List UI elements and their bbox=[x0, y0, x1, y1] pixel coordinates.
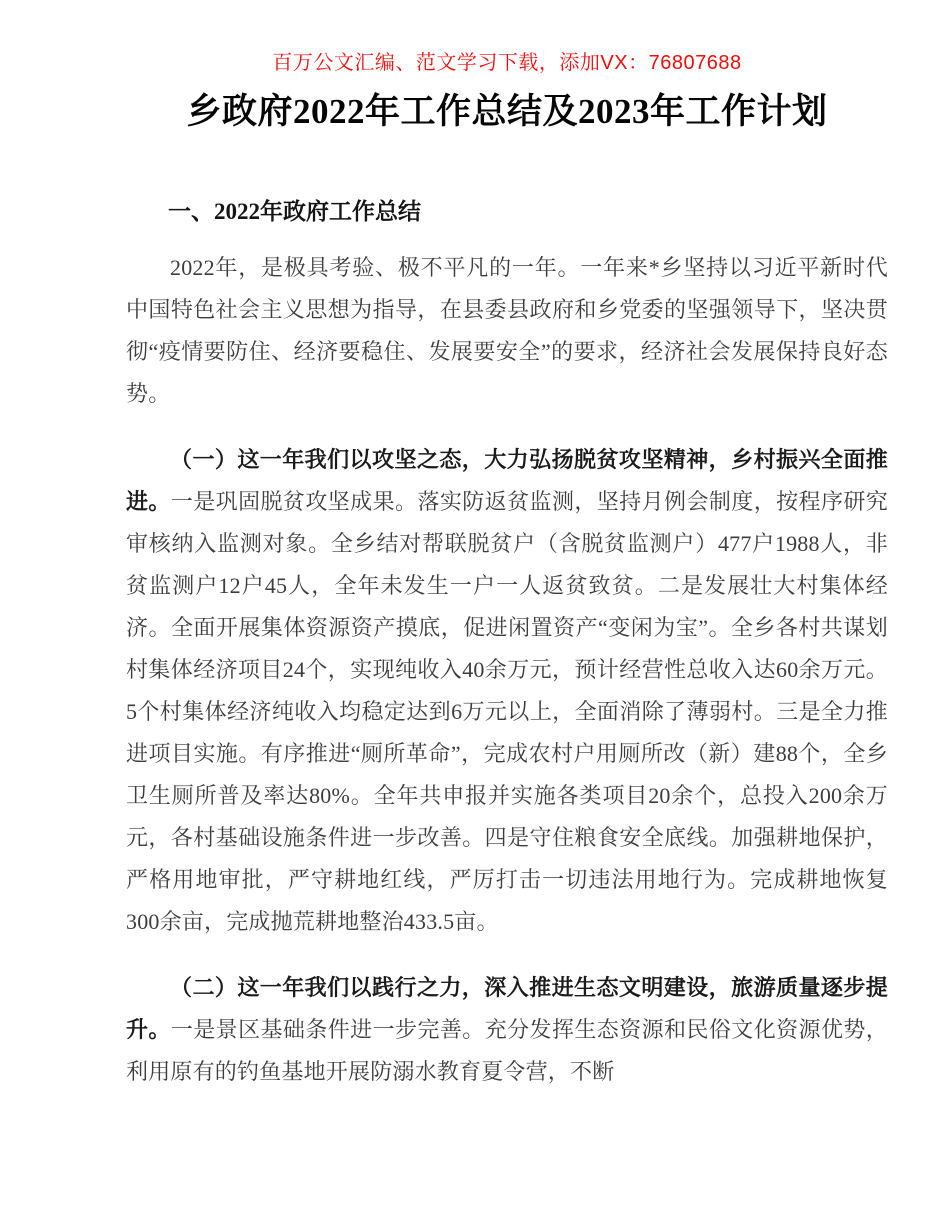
paragraph-text: 2022年，是极具考验、极不平凡的一年。一年来*乡坚持以习近平新时代中国特色社会主义思想为指导，在县委县政府和乡党委的坚强领导下，坚决贯彻“疫情要防住、经济要稳住、发展要安全”的要求，经济社会发展保持良好态势。 bbox=[126, 255, 888, 406]
promo-notice: 百万公文汇编、范文学习下载，添加VX：76807688 bbox=[272, 52, 742, 74]
paragraph bbox=[126, 439, 888, 943]
paragraph-text: 一是巩固脱贫攻坚成果。落实防返贫监测，坚持月例会制度，按程序研究审核纳入监测对象。全乡结对帮联脱贫户（含脱贫监测户）477户1988人，非贫监测户12户45人，全年未发生一户一人返贫致贫。二是发展壮大村集体经济。全面开展集体资源资产摸底，促进闲置资产“变闲为宝”。全乡各村共谋划村集体经济项目24个，实现纯收入40余万元，预计经营性总收入达60余万元。5个村集体经济纯收入均稳定达到6万元以上，全面消除了薄弱村。三是全力推进项目实施。有序推进“厕所革命”，完成农村户用厕所改（新）建88个，全乡卫生厕所普及率达80%。全年共申报并实施各类项目20余个，总投入200余万元，各村基础设施条件进一步改善。四是守住粮食安全底线。加强耕地保护，严格用地审批，严守耕地红线，严厉打击一切违法用地行为。完成耕地恢复300余亩，完成抛荒耕地整治433.5亩。 bbox=[126, 489, 888, 934]
document-title: 乡政府2022年工作总结及2023年工作计划 bbox=[186, 92, 828, 131]
paragraph bbox=[126, 967, 888, 1093]
paragraph bbox=[126, 247, 888, 415]
section-heading: 一、2022年政府工作总结 bbox=[168, 199, 421, 224]
paragraph-lead: （二）这一年我们以践行之力，深入推进生态文明建设，旅游质量逐步提升。 bbox=[126, 975, 888, 1042]
paragraph-text: 一是景区基础条件进一步完善。充分发挥生态资源和民俗文化资源优势，利用原有的钓鱼基地开展防溺水教育夏令营，不断 bbox=[126, 1017, 888, 1084]
paragraph-lead: （一）这一年我们以攻坚之态，大力弘扬脱贫攻坚精神，乡村振兴全面推进。 bbox=[126, 447, 888, 514]
